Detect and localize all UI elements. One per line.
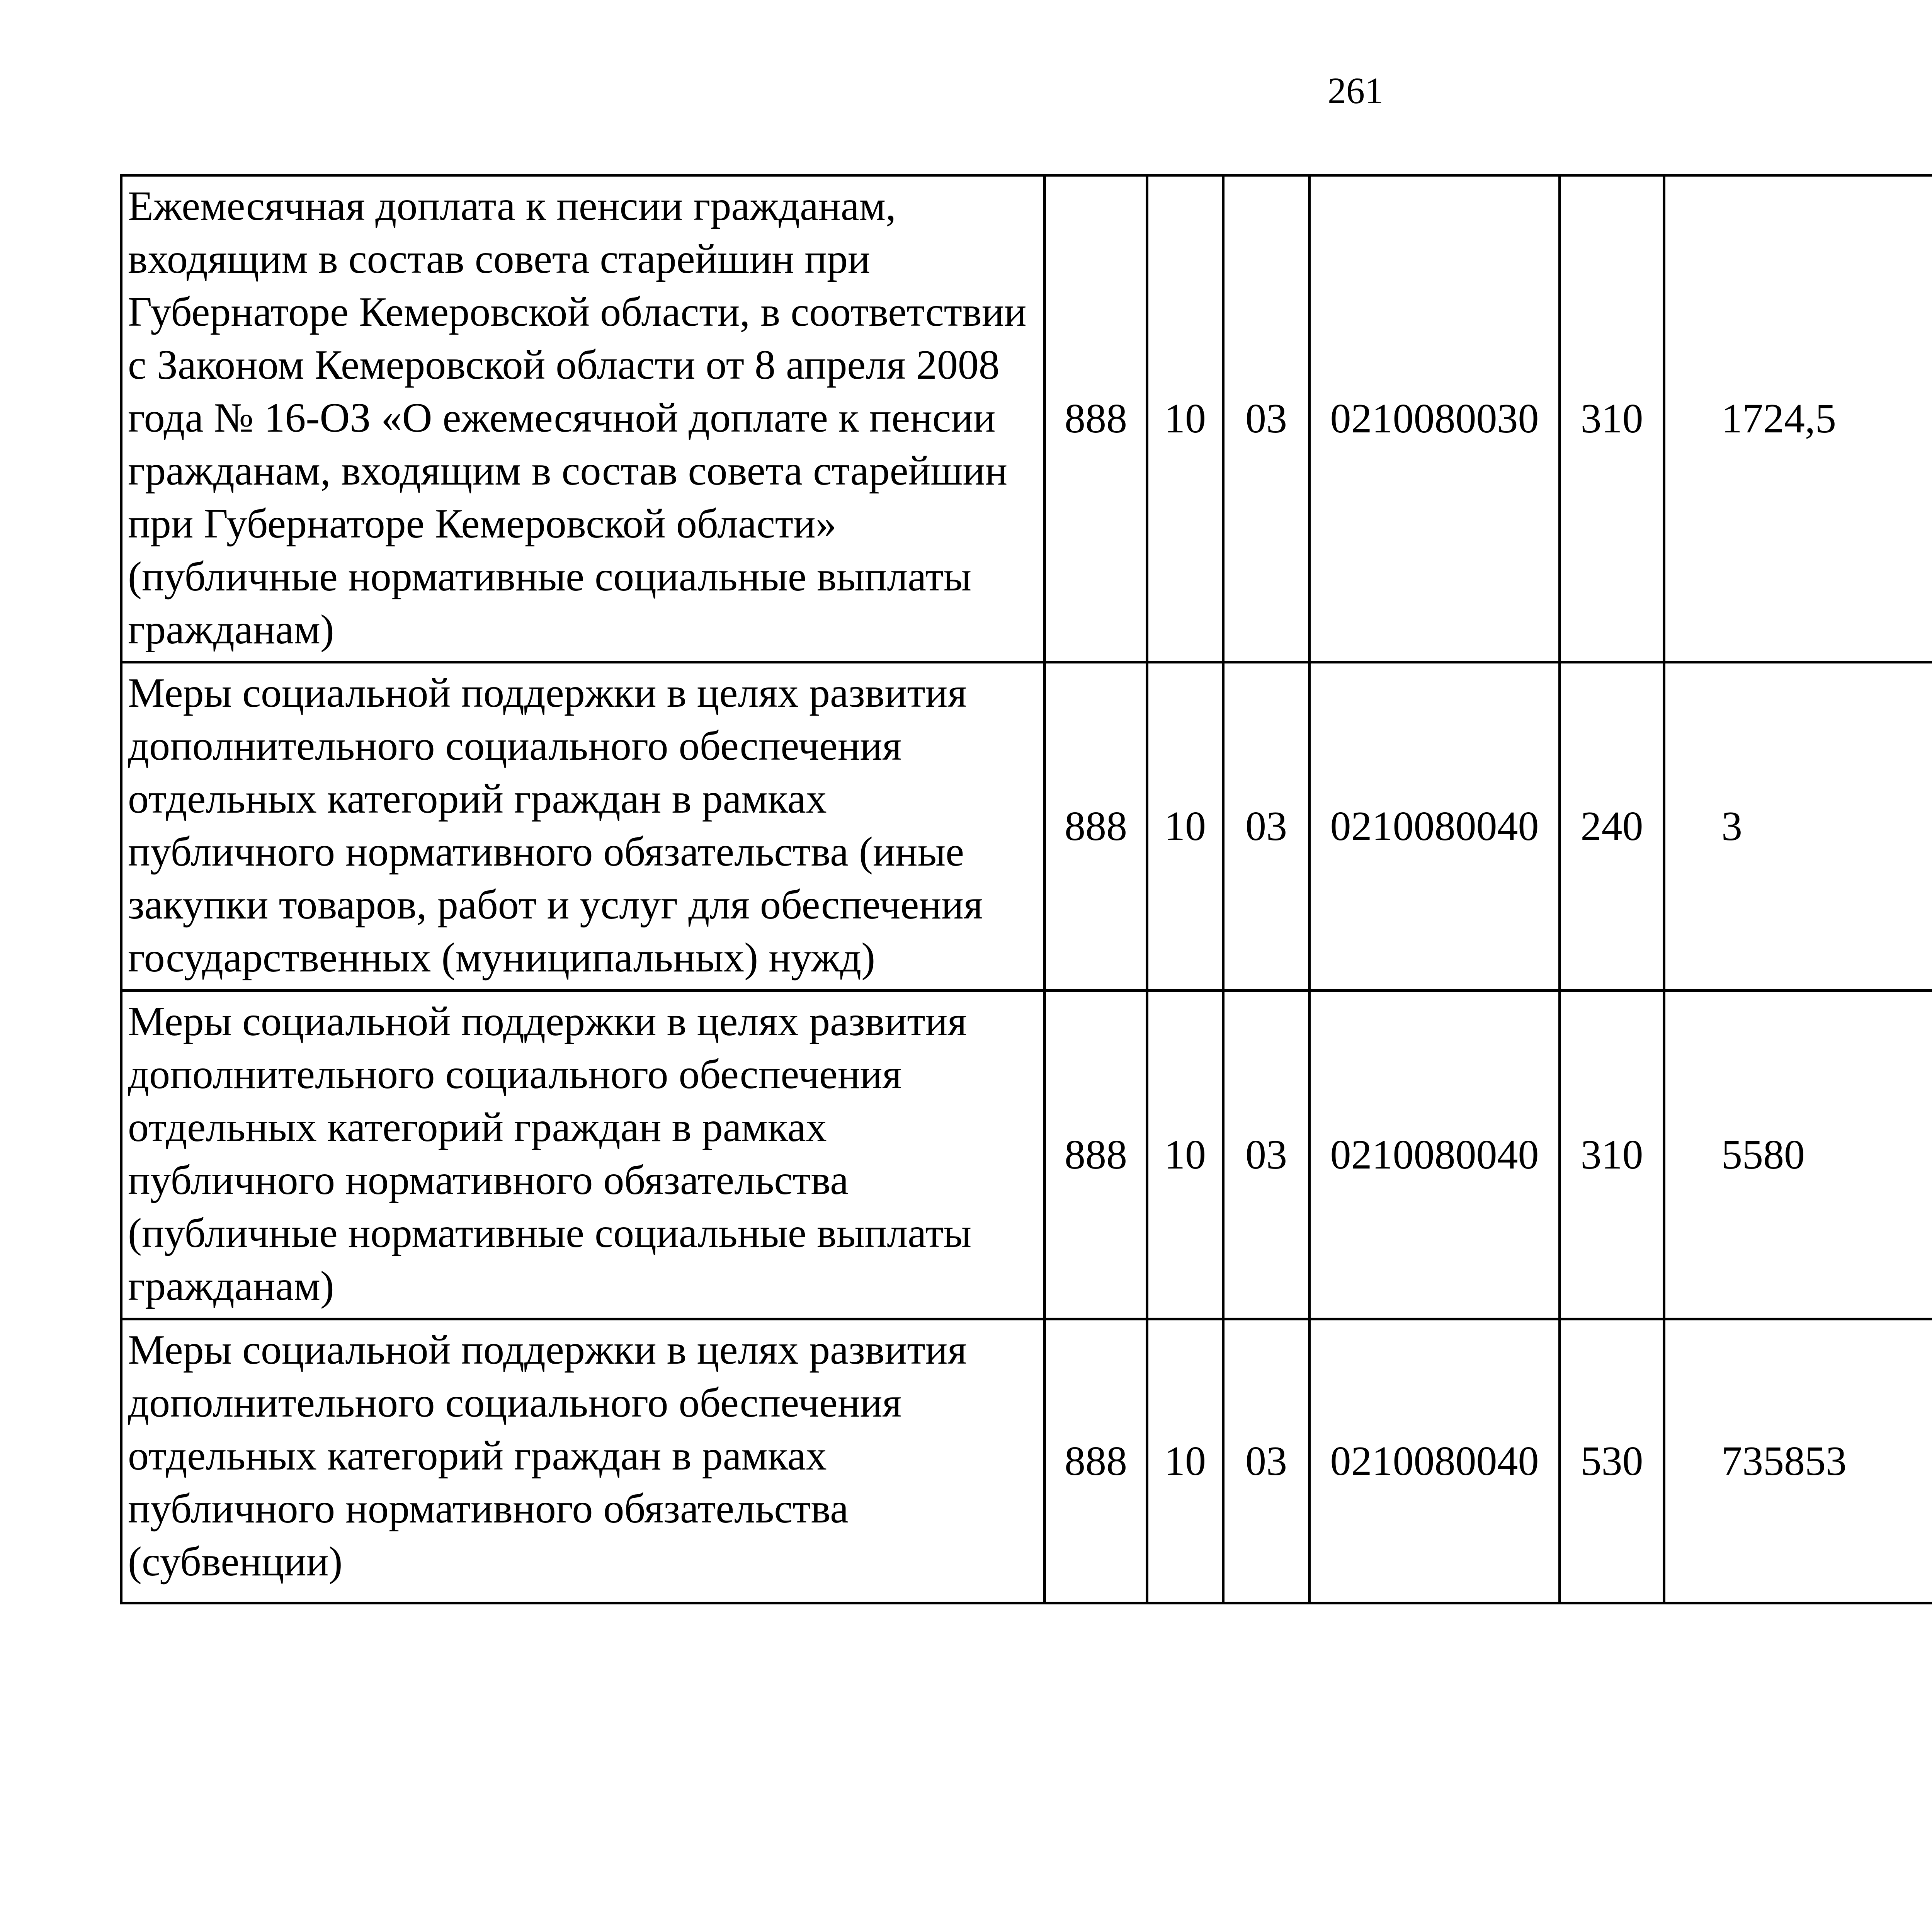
table-row (121, 662, 1932, 991)
ministry-code: 888 (1045, 991, 1147, 1319)
amount-year-1: 1724,5 (1664, 175, 1932, 662)
table-row (121, 175, 1932, 662)
subsection-code: 03 (1223, 662, 1310, 991)
expense-description: Меры социальной поддержки в целях развития дополнительного социального обеспечения отдельных категорий граждан в рамках публичного нормативного обязательства (субвенции) (121, 1319, 1045, 1603)
expense-description: Меры социальной поддержки в целях развития дополнительного социального обеспечения отдельных категорий граждан в рамках публичного нормативного обязательства (публичные нормативные социальные выплаты гражданам) (121, 991, 1045, 1319)
subsection-code: 03 (1223, 991, 1310, 1319)
expense-type-code: 310 (1560, 175, 1664, 662)
budget-allocation-table (120, 174, 1932, 1604)
ministry-code: 888 (1045, 662, 1147, 991)
amount-year-1: 3 (1664, 662, 1932, 991)
amount-year-1: 5580 (1664, 991, 1932, 1319)
target-article-code: 0210080040 (1310, 1319, 1560, 1603)
expense-type-code: 530 (1560, 1319, 1664, 1603)
ministry-code: 888 (1045, 1319, 1147, 1603)
section-code: 10 (1147, 991, 1223, 1319)
table-row (121, 991, 1932, 1319)
target-article-code: 0210080040 (1310, 991, 1560, 1319)
subsection-code: 03 (1223, 1319, 1310, 1603)
target-article-code: 0210080030 (1310, 175, 1560, 662)
subsection-code: 03 (1223, 175, 1310, 662)
table-row (121, 1319, 1932, 1603)
page-number: 261 (1328, 70, 1383, 111)
expense-description: Меры социальной поддержки в целях развития дополнительного социального обеспечения отдельных категорий граждан в рамках публичного нормативного обязательства (иные закупки товаров, работ и услуг для обеспечения государственных (муниципальных) нужд) (121, 662, 1045, 991)
expense-description: Ежемесячная доплата к пенсии гражданам, входящим в состав совета старейшин при Губернаторе Кемеровской области, в соответствии с Законом Кемеровской области от 8 апреля 2008 года № 16-ОЗ «О ежемесячной доплате к пенсии гражданам, входящим в состав совета старейшин при Губернаторе Кемеровской области» (публичные нормативные социальные выплаты гражданам) (121, 175, 1045, 662)
expense-type-code: 310 (1560, 991, 1664, 1319)
section-code: 10 (1147, 1319, 1223, 1603)
section-code: 10 (1147, 662, 1223, 991)
ministry-code: 888 (1045, 175, 1147, 662)
expense-type-code: 240 (1560, 662, 1664, 991)
amount-year-1: 735853 (1664, 1319, 1932, 1603)
target-article-code: 0210080040 (1310, 662, 1560, 991)
section-code: 10 (1147, 175, 1223, 662)
